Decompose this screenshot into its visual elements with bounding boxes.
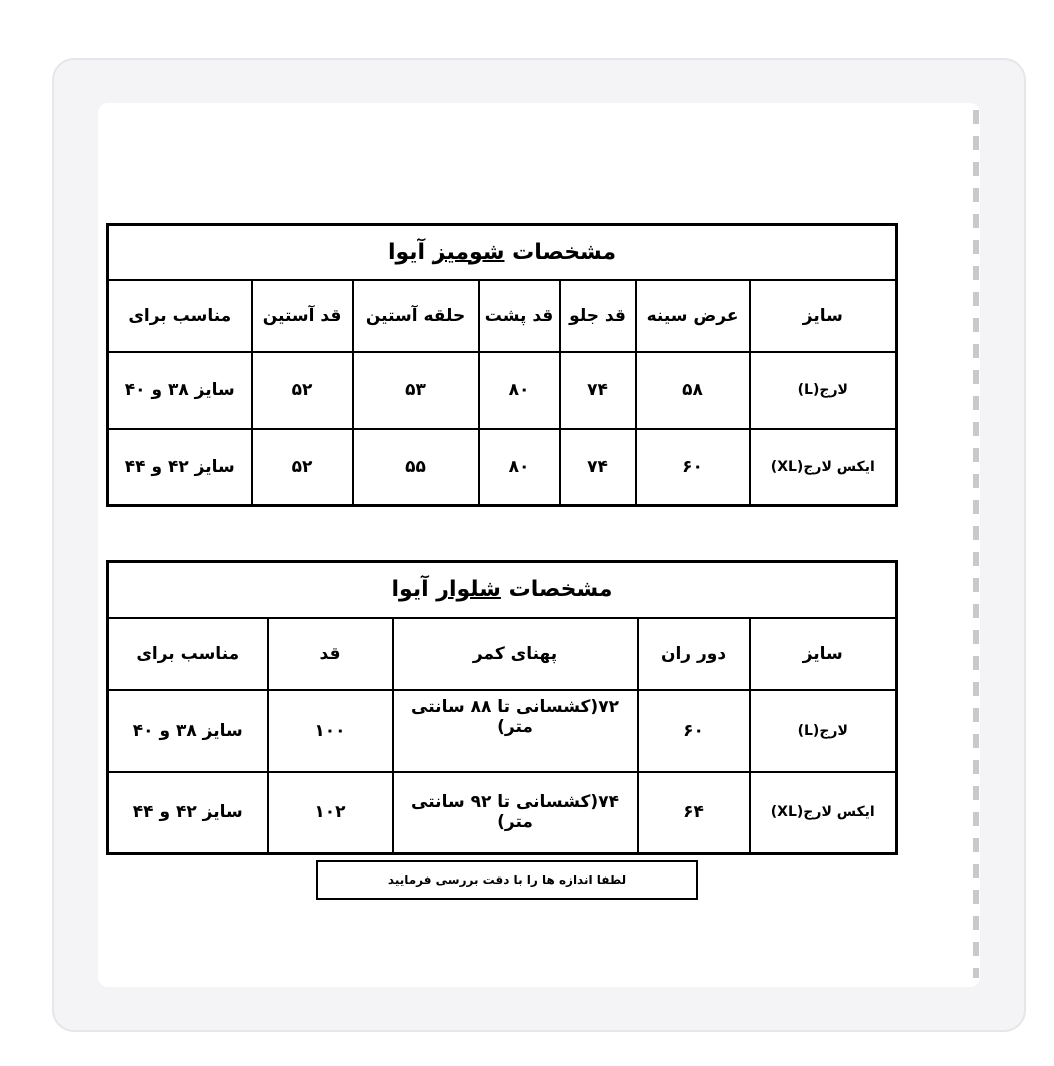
table-cell: سایز ۴۲ و ۴۴ <box>108 429 252 506</box>
table-row <box>108 352 897 429</box>
header-back-length: قد پشت <box>479 280 560 352</box>
header-waist-width: پهنای کمر <box>393 618 638 690</box>
table-cell: ۸۰ <box>479 352 560 429</box>
header-front-length: قد جلو <box>560 280 636 352</box>
table-cell: سایز ۴۲ و ۴۴ <box>108 772 268 854</box>
pants-table-title: مشخصات شلوار آیوا <box>108 562 897 618</box>
table-cell: ۵۲ <box>252 352 353 429</box>
header-size: سایز <box>750 280 897 352</box>
header-thigh: دور ران <box>638 618 750 690</box>
size-cell: لارج(L) <box>750 352 897 429</box>
table-cell: ۷۲(کشسانی تا ۸۸ سانتی متر) <box>393 690 638 772</box>
header-suitable-for: مناسب برای <box>108 618 268 690</box>
table-cell: ۵۲ <box>252 429 353 506</box>
table-row <box>108 772 897 854</box>
table-cell: ۱۰۲ <box>268 772 393 854</box>
table-cell: سایز ۳۸ و ۴۰ <box>108 690 268 772</box>
header-chest-width: عرض سینه <box>636 280 750 352</box>
size-cell: ایکس لارج(XL) <box>750 429 897 506</box>
measurement-note: لطفا اندازه ها را با دقت بررسی فرمایید <box>316 860 698 900</box>
table-cell: سایز ۳۸ و ۴۰ <box>108 352 252 429</box>
table-cell: ۷۴(کشسانی تا ۹۲ سانتی متر) <box>393 772 638 854</box>
table-cell: ۶۰ <box>638 690 750 772</box>
table-cell: ۶۰ <box>636 429 750 506</box>
table-row <box>108 690 897 772</box>
scrollbar-track[interactable] <box>973 110 979 978</box>
shirt-table-title: مشخصات شومیز آیوا <box>108 225 897 280</box>
table-cell: ۵۵ <box>353 429 479 506</box>
shirt-spec-table <box>106 223 898 507</box>
header-armhole: حلقه آستین <box>353 280 479 352</box>
table-cell: ۵۸ <box>636 352 750 429</box>
pants-spec-table <box>106 560 898 855</box>
size-cell: لارج(L) <box>750 690 897 772</box>
header-sleeve-length: قد آستین <box>252 280 353 352</box>
table-cell: ۵۳ <box>353 352 479 429</box>
table-cell: ۱۰۰ <box>268 690 393 772</box>
table-cell: ۸۰ <box>479 429 560 506</box>
header-length: قد <box>268 618 393 690</box>
table-cell: ۷۴ <box>560 429 636 506</box>
table-cell: ۶۴ <box>638 772 750 854</box>
table-cell: ۷۴ <box>560 352 636 429</box>
table-row <box>108 429 897 506</box>
header-suitable-for: مناسب برای <box>108 280 252 352</box>
header-size: سایز <box>750 618 897 690</box>
size-cell: ایکس لارج(XL) <box>750 772 897 854</box>
